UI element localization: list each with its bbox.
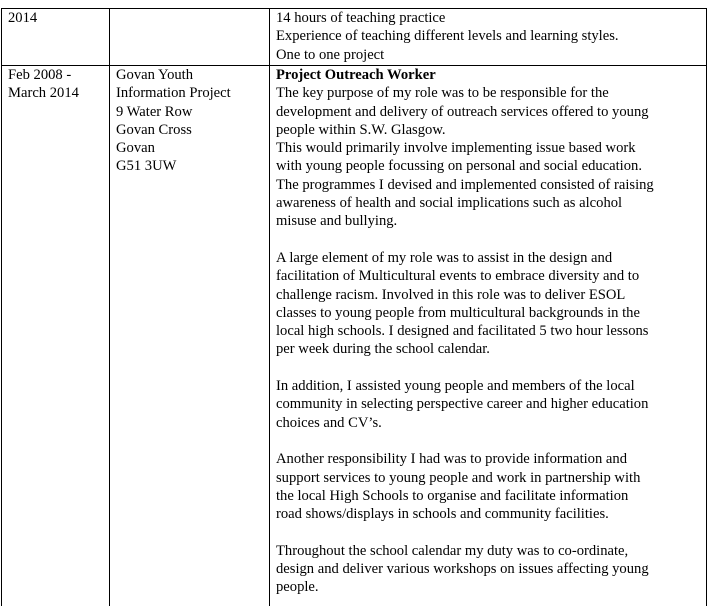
paragraph-line: classes to young people from multicultural backgrounds in the [276, 304, 640, 321]
organisation-line: Information Project [116, 85, 231, 102]
paragraph-line: misuse and bullying. [276, 213, 398, 230]
detail-line: One to one project [276, 46, 385, 63]
date-cell [2, 66, 110, 606]
paragraph-line: development and delivery of outreach services offered to young [276, 103, 649, 120]
paragraph-line: facilitation of Multicultural events to embrace diversity and to [276, 268, 640, 285]
paragraph-line: In addition, I assisted young people and members of the local [276, 378, 635, 395]
date-cell [2, 9, 110, 66]
table-row [2, 66, 707, 606]
address-line: 9 Water Row [116, 103, 193, 120]
date-line: 2014 [8, 10, 38, 26]
postcode-line: G51 3UW [116, 158, 177, 175]
paragraph-line: The key purpose of my role was to be responsible for the [276, 85, 609, 102]
details-cell [270, 66, 707, 606]
detail-line: 14 hours of teaching practice [276, 10, 446, 26]
paragraph-line: choices and CV’s. [276, 414, 382, 431]
employment-table [1, 8, 707, 606]
paragraph-line: awareness of health and social implications such as alcohol [276, 195, 623, 212]
organisation-line: Govan Youth [116, 67, 194, 83]
organisation-cell [110, 9, 270, 66]
paragraph-line: with young people focussing on personal and social education. [276, 158, 642, 175]
paragraph-line: Throughout the school calendar my duty was to co-ordinate, [276, 542, 629, 559]
paragraph-line: The programmes I devised and implemented consisted of raising [276, 176, 654, 193]
paragraph-line: design and deliver various workshops on issues affecting young [276, 561, 649, 578]
paragraph-line: support services to young people and work in partnership with [276, 469, 641, 486]
paragraph-line: the local High Schools to organise and facilitate information [276, 487, 629, 504]
paragraph-gap [276, 523, 700, 541]
paragraph-line: people within S.W. Glasgow. [276, 121, 446, 138]
table-row [2, 9, 707, 66]
paragraph-line: challenge racism. Involved in this role was to deliver ESOL [276, 286, 626, 303]
job-title: Project Outreach Worker [276, 67, 436, 83]
details-cell [270, 9, 707, 66]
paragraph-line: people. [276, 579, 319, 596]
address-line: Govan [116, 140, 155, 157]
paragraph-line: local high schools. I designed and facilitated 5 two hour lessons [276, 323, 649, 340]
date-line: March 2014 [8, 85, 79, 102]
organisation-cell [110, 66, 270, 606]
date-line: Feb 2008 - [8, 67, 72, 83]
paragraph-gap [276, 432, 700, 450]
paragraph-line: A large element of my role was to assist in the design and [276, 249, 613, 266]
paragraph-line: Another responsibility I had was to provide information and [276, 451, 627, 468]
paragraph-line: community in selecting perspective career and higher education [276, 396, 649, 413]
paragraph-line: road shows/displays in schools and community facilities. [276, 506, 609, 523]
paragraph-line: This would primarily involve implementing issue based work [276, 140, 636, 157]
paragraph-gap [276, 231, 700, 249]
paragraph-gap [276, 359, 700, 377]
paragraph-line: per week during the school calendar. [276, 341, 490, 358]
address-line: Govan Cross [116, 121, 192, 138]
detail-line: Experience of teaching different levels and learning styles. [276, 28, 619, 45]
